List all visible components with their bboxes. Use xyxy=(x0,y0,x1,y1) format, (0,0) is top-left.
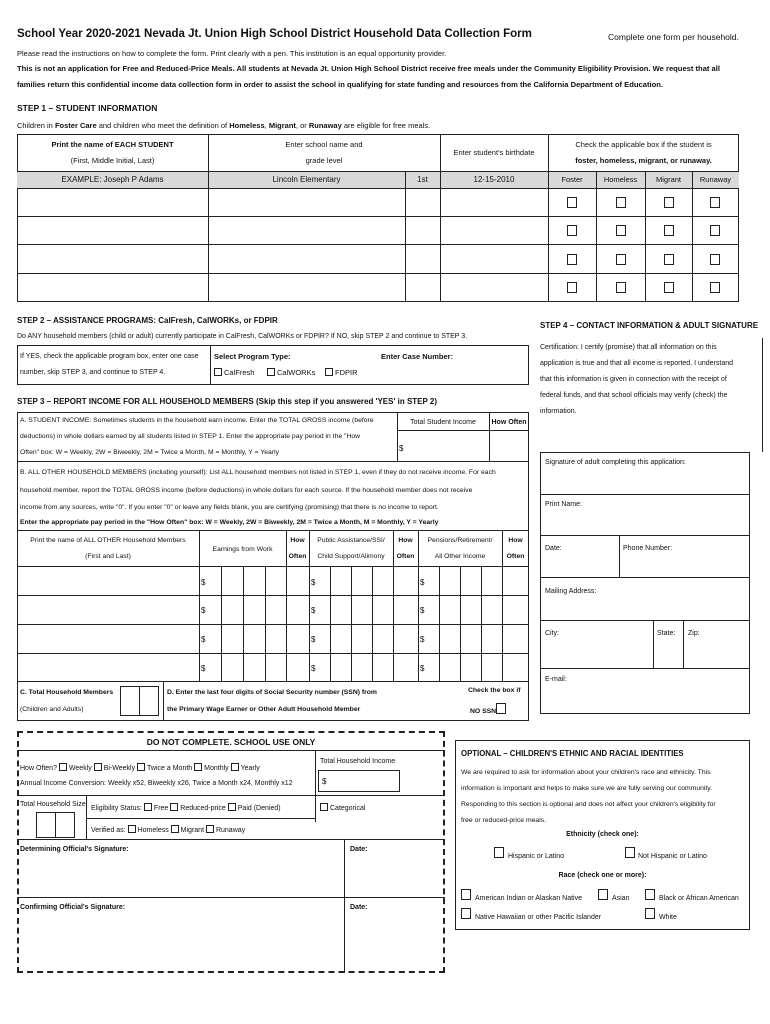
example-dob: 12-15-2010 xyxy=(473,175,515,184)
divider xyxy=(692,171,693,302)
divider xyxy=(540,620,750,621)
reduced-label: Reduced-price xyxy=(180,805,226,812)
divider xyxy=(344,839,345,973)
example-name: EXAMPLE: Joseph P Adams xyxy=(61,175,164,184)
how-often-label: How Often xyxy=(491,419,527,426)
income-conversion: Annual Income Conversion: Weekly x52, Biweekly x26, Twice a Month x24, Monthly x12 xyxy=(20,780,293,787)
divider xyxy=(762,338,763,452)
divider xyxy=(17,566,529,567)
dollar-sign: $ xyxy=(420,578,425,587)
divider xyxy=(17,216,739,217)
twice-month-checkbox[interactable] xyxy=(137,763,145,771)
divider xyxy=(17,461,529,462)
col-school: Enter school name and xyxy=(285,140,363,149)
asian-label: Asian xyxy=(612,895,630,902)
other-members-2: household member, report the TOTAL GROSS income (before deductions) in whole dollars for each source. If the household member does not receive xyxy=(20,487,473,494)
foster-checkbox[interactable] xyxy=(567,225,577,236)
other-members-1: B. ALL OTHER HOUSEHOLD MEMBERS (including yourself): List ALL household members not listed in STEP 1, even if they do not receive income. For each xyxy=(20,469,496,476)
select-program-label: Select Program Type: xyxy=(214,352,291,361)
calworks-option[interactable] xyxy=(267,368,315,378)
homeless-label: Homeless xyxy=(137,827,169,834)
dollar-sign: $ xyxy=(311,635,316,644)
digit-divider xyxy=(330,566,331,681)
other-members-4: Enter the appropriate pay period in the "How Often" box: W = Weekly, 2W = Biweekly, 2M = Twice a Month, M = Monthly, Y = Yearly xyxy=(20,519,439,526)
flag-homeless: Homeless xyxy=(603,175,638,184)
race-label: Race (check one or more): xyxy=(558,872,647,879)
note-text: and children who meet the definition of xyxy=(96,121,230,130)
total-members-box-1[interactable] xyxy=(120,686,140,716)
white-checkbox[interactable] xyxy=(645,908,655,919)
cert-line: application is true and that all income is reported. I understand xyxy=(540,360,734,367)
pacific-islander-label: Native Hawaiian or other Pacific Islander xyxy=(475,914,602,921)
note-text: are eligible for free meals. xyxy=(341,121,431,130)
divider xyxy=(645,171,646,302)
runaway-checkbox[interactable] xyxy=(710,254,720,265)
note-text: , or xyxy=(295,121,309,130)
yearly-checkbox[interactable] xyxy=(231,763,239,771)
city-field[interactable]: City: xyxy=(545,630,559,637)
total-members-sub: (Children and Adults) xyxy=(20,706,84,713)
migrant-checkbox[interactable] xyxy=(664,282,674,293)
step2-yes-2: number, skip STEP 3, and continue to STEP 4. xyxy=(20,369,166,376)
optional-text xyxy=(461,765,716,829)
twice-month-label: Twice a Month xyxy=(147,765,193,772)
col-status: Check the applicable box if the student is xyxy=(575,140,712,149)
step2-box xyxy=(17,345,529,385)
step2-question: Do ANY household members (child or adult) currently participate in CalFresh, CalWORKs or FDPIR? If NO, skip STEP 2 and continue to STEP 3. xyxy=(17,333,468,340)
digit-divider xyxy=(372,566,373,681)
note-runaway: Runaway xyxy=(308,121,342,130)
digit-divider xyxy=(439,566,440,681)
divider xyxy=(440,134,441,302)
hh-size-box-2[interactable] xyxy=(55,812,75,838)
divider xyxy=(619,535,620,577)
step2-title: STEP 2 – ASSISTANCE PROGRAMS: CalFresh, CalWORKs, or FDPIR xyxy=(17,316,278,325)
pacific-islander-checkbox[interactable] xyxy=(461,908,471,919)
divider xyxy=(210,345,211,385)
free-checkbox[interactable] xyxy=(144,803,152,811)
fdpir-label: FDPIR xyxy=(335,368,358,377)
homeless-checkbox[interactable] xyxy=(616,282,626,293)
divider xyxy=(683,620,684,668)
digit-divider xyxy=(481,566,482,681)
col-student-name-sub: (First, Middle Initial, Last) xyxy=(70,156,155,165)
how-label: How xyxy=(398,537,413,544)
optional-title: OPTIONAL – CHILDREN'S ETHNIC AND RACIAL IDENTITIES xyxy=(461,749,684,758)
divider xyxy=(17,595,529,596)
dollar-sign: $ xyxy=(399,444,404,453)
step1-note xyxy=(17,121,430,131)
categorical-option[interactable] xyxy=(320,803,365,814)
determining-date[interactable]: Date: xyxy=(350,846,368,853)
no-ssn-text: NO SSN xyxy=(470,708,497,715)
hispanic-label: Hispanic or Latino xyxy=(508,853,565,860)
ssn-label: D. Enter the last four digits of Social Security number (SSN) from xyxy=(167,689,377,696)
divider xyxy=(86,795,87,839)
dollar-sign: $ xyxy=(311,606,316,615)
step1-title: STEP 1 – STUDENT INFORMATION xyxy=(17,103,158,113)
divider xyxy=(540,494,750,495)
dollar-sign: $ xyxy=(201,606,206,615)
determining-signature[interactable]: Determining Official's Signature: xyxy=(20,846,129,853)
signature-field[interactable]: Signature of adult completing this application: xyxy=(545,459,686,466)
divider xyxy=(405,171,406,302)
col-student-name: Print the name of EACH STUDENT xyxy=(51,140,174,149)
divider xyxy=(17,681,529,682)
col-grade: grade level xyxy=(305,156,343,165)
runaway-checkbox[interactable] xyxy=(206,825,214,833)
migrant-checkbox[interactable] xyxy=(171,825,179,833)
black-checkbox[interactable] xyxy=(645,889,655,900)
homeless-checkbox[interactable] xyxy=(616,254,626,265)
col-status-sub: foster, homeless, migrant, or runaway. xyxy=(575,156,712,165)
optional-line: free or reduced-price meals. xyxy=(461,817,546,824)
not-hispanic-checkbox[interactable] xyxy=(625,847,635,858)
flag-migrant: Migrant xyxy=(655,175,681,184)
note-migrant: Migrant xyxy=(268,121,296,130)
contact-box xyxy=(540,452,750,714)
public-assistance-label: Public Assistance/SSI/ xyxy=(317,537,385,544)
step2-yes-1: If YES, check the applicable program box, enter one case xyxy=(20,353,199,360)
case-number-label: Enter Case Number: xyxy=(381,352,454,361)
example-grade: 1st xyxy=(417,175,428,184)
optional-line: information is important and helps to make sure we are fully serving our community. xyxy=(461,785,713,792)
not-hispanic-label: Not Hispanic or Latino xyxy=(638,853,707,860)
often-label: Often xyxy=(506,553,525,560)
note-homeless: Homeless xyxy=(229,121,265,130)
dollar-sign: $ xyxy=(201,664,206,673)
paid-label: Paid (Denied) xyxy=(237,805,281,812)
divider xyxy=(17,624,529,625)
migrant-label: Migrant xyxy=(180,827,205,834)
dollar-sign: $ xyxy=(201,578,206,587)
note-text: Children in xyxy=(17,121,55,130)
dollar-sign: $ xyxy=(420,606,425,615)
foster-checkbox[interactable] xyxy=(567,254,577,265)
homeless-checkbox[interactable] xyxy=(616,225,626,236)
divider xyxy=(17,897,445,898)
mailing-address-field[interactable]: Mailing Address: xyxy=(545,588,597,595)
total-student-income-label: Total Student Income xyxy=(410,419,476,426)
american-indian-checkbox[interactable] xyxy=(461,889,471,900)
homeless-checkbox[interactable] xyxy=(616,197,626,208)
other-members-3: income from any sources, write "0". If you enter "0" or leave any fields blank, you are certifying (promising) that there is no income to report. xyxy=(20,504,439,511)
notice-line-1: This is not an application for Free and Reduced-Price Meals. All students at Nevada Jt. Union High School District receive free meals under the Community Eligibility Provision. We request that all xyxy=(17,64,720,73)
how-often-row xyxy=(20,763,260,774)
often-label: Often xyxy=(396,553,415,560)
eligibility-row xyxy=(91,803,281,814)
calfresh-checkbox[interactable] xyxy=(214,368,222,376)
student-income-2: deductions) in whole dollars earned by all students listed in STEP 1. Enter the appropriate pay period in the "How xyxy=(20,433,361,440)
american-indian-label: American Indian or Alaskan Native xyxy=(475,895,582,902)
divider xyxy=(315,750,316,822)
step4-title: STEP 4 – CONTACT INFORMATION & ADULT SIGNATURE xyxy=(540,321,759,330)
runaway-checkbox[interactable] xyxy=(710,197,720,208)
optional-line: Responding to this section is optional and does not affect your children's eligibility for xyxy=(461,801,716,808)
divider xyxy=(540,668,750,669)
email-field[interactable]: E-mail: xyxy=(545,676,567,683)
paid-checkbox[interactable] xyxy=(228,803,236,811)
no-ssn-checkbox[interactable] xyxy=(496,703,506,714)
divider xyxy=(540,535,750,536)
child-support-label: Child Support/Alimony xyxy=(317,553,385,560)
free-label: Free xyxy=(153,805,169,812)
pensions-label: Pensions/Retirement/ xyxy=(427,537,493,544)
divider xyxy=(397,430,529,431)
other-income-label: All Other Income xyxy=(434,553,486,560)
weekly-label: Weekly xyxy=(68,765,92,772)
certification xyxy=(540,340,733,420)
optional-line: We are required to ask for information about your children's race and ethnicity. This xyxy=(461,769,711,776)
fdpir-option[interactable] xyxy=(325,368,358,378)
digit-divider xyxy=(265,566,266,681)
date-field[interactable]: Date: xyxy=(545,545,562,552)
note-text: , xyxy=(264,121,269,130)
verified-row xyxy=(91,825,245,836)
fdpir-checkbox[interactable] xyxy=(325,368,333,376)
confirming-date[interactable]: Date: xyxy=(350,904,368,911)
often-label: Often xyxy=(288,553,307,560)
monthly-label: Monthly xyxy=(204,765,229,772)
student-income-3: Often" box: W = Weekly, 2W = Biweekly, 2M = Twice a Month, M = Monthly, Y = Yearly xyxy=(20,449,279,456)
example-school: Lincoln Elementary xyxy=(272,175,341,184)
how-label: How xyxy=(290,537,305,544)
hm-name-label: Print the name of ALL OTHER Household Members xyxy=(30,537,186,544)
hm-name-sub: (First and Last) xyxy=(85,553,131,560)
divider xyxy=(17,244,739,245)
divider xyxy=(17,750,445,751)
yearly-label: Yearly xyxy=(240,765,260,772)
total-income-box[interactable] xyxy=(318,770,400,792)
how-label: How xyxy=(508,537,523,544)
dollar-sign: $ xyxy=(420,635,425,644)
weekly-checkbox[interactable] xyxy=(59,763,67,771)
no-ssn-label: Check the box if xyxy=(468,687,521,694)
reduced-checkbox[interactable] xyxy=(170,803,178,811)
black-label: Black or African American xyxy=(659,895,739,902)
runaway-label: Runaway xyxy=(215,827,246,834)
asian-checkbox[interactable] xyxy=(598,889,608,900)
migrant-checkbox[interactable] xyxy=(664,225,674,236)
form-subtitle: Complete one form per household. xyxy=(608,32,739,42)
note-foster: Foster Care xyxy=(54,121,97,130)
cert-line: that this information is given in connection with the receipt of xyxy=(540,376,727,383)
zip-field[interactable]: Zip: xyxy=(688,630,700,637)
calworks-label: CalWORKs xyxy=(277,368,316,377)
biweekly-checkbox[interactable] xyxy=(94,763,102,771)
flag-runaway: Runaway xyxy=(699,175,732,184)
divider xyxy=(17,530,529,531)
student-income-1: A. STUDENT INCOME: Sometimes students in the household earn income. Enter the TOTAL GROSS income (before xyxy=(20,417,374,424)
divider xyxy=(596,171,597,302)
runaway-checkbox[interactable] xyxy=(710,282,720,293)
cert-line: information. xyxy=(540,408,577,415)
total-members-box-2[interactable] xyxy=(139,686,159,716)
digit-divider xyxy=(243,566,244,681)
dollar-sign: $ xyxy=(311,578,316,587)
total-members-label: C. Total Household Members xyxy=(20,689,114,696)
total-income-label: Total Household Income xyxy=(320,758,396,765)
hispanic-checkbox[interactable] xyxy=(494,847,504,858)
calfresh-label: CalFresh xyxy=(224,368,255,377)
digit-divider xyxy=(460,566,461,681)
foster-checkbox[interactable] xyxy=(567,197,577,208)
divider xyxy=(540,577,750,578)
ethnicity-label: Ethnicity (check one): xyxy=(566,831,639,838)
flag-foster: Foster xyxy=(561,175,583,184)
divider xyxy=(17,653,529,654)
divider xyxy=(86,818,315,819)
biweekly-label: Bi-Weekly xyxy=(103,765,136,772)
monthly-checkbox[interactable] xyxy=(194,763,202,771)
state-field[interactable]: State: xyxy=(657,630,676,637)
divider xyxy=(17,839,445,840)
dollar-sign: $ xyxy=(322,777,327,786)
calworks-checkbox[interactable] xyxy=(267,368,275,376)
migrant-checkbox[interactable] xyxy=(664,197,674,208)
school-use-title: DO NOT COMPLETE. SCHOOL USE ONLY xyxy=(146,737,316,747)
cert-line: federal funds, and that school officials may verify (check) the xyxy=(540,392,728,399)
white-label: White xyxy=(659,914,677,921)
hh-size-box-1[interactable] xyxy=(36,812,56,838)
earnings-label: Earnings from Work xyxy=(212,546,273,553)
phone-field[interactable]: Phone Number: xyxy=(623,545,673,552)
step3-title: STEP 3 – REPORT INCOME FOR ALL HOUSEHOLD MEMBERS (Skip this step if you answered 'YES' in STEP 2) xyxy=(17,397,438,406)
dollar-sign: $ xyxy=(311,664,316,673)
col-birthdate: Enter student's birthdate xyxy=(453,148,535,157)
digit-divider xyxy=(351,566,352,681)
how-often-label: How Often? xyxy=(20,765,57,772)
ssn-sub: the Primary Wage Earner or Other Adult Household Member xyxy=(167,706,361,713)
divider xyxy=(653,620,654,668)
divider xyxy=(17,188,739,189)
runaway-checkbox[interactable] xyxy=(710,225,720,236)
form-title: School Year 2020-2021 Nevada Jt. Union High School District Household Data Collection Form xyxy=(17,28,532,40)
calfresh-option[interactable] xyxy=(214,368,254,378)
dollar-sign: $ xyxy=(420,664,425,673)
categorical-label: Categorical xyxy=(330,805,366,812)
categorical-checkbox[interactable] xyxy=(320,803,328,811)
migrant-checkbox[interactable] xyxy=(664,254,674,265)
notice-line-2: families return this confidential income data collection form in order to assist the school in qualifying for state funding and resources from the California Department of Education. xyxy=(17,80,663,89)
divider xyxy=(163,681,164,721)
digit-divider xyxy=(221,566,222,681)
print-name-field[interactable]: Print Name: xyxy=(545,501,582,508)
dollar-sign: $ xyxy=(201,635,206,644)
cert-line: Certification: I certify (promise) that all information on this xyxy=(540,344,717,351)
instructions: Please read the instructions on how to complete the form. Print clearly with a pen. This institution is an equal opportunity provider. xyxy=(17,49,447,58)
divider xyxy=(17,795,445,796)
divider xyxy=(17,273,739,274)
verified-label: Verified as: xyxy=(91,827,126,834)
homeless-checkbox[interactable] xyxy=(128,825,136,833)
confirming-signature[interactable]: Confirming Official's Signature: xyxy=(20,904,126,911)
eligibility-label: Eligibility Status: xyxy=(91,805,142,812)
hh-size-label: Total Household Size xyxy=(20,801,86,808)
foster-checkbox[interactable] xyxy=(567,282,577,293)
